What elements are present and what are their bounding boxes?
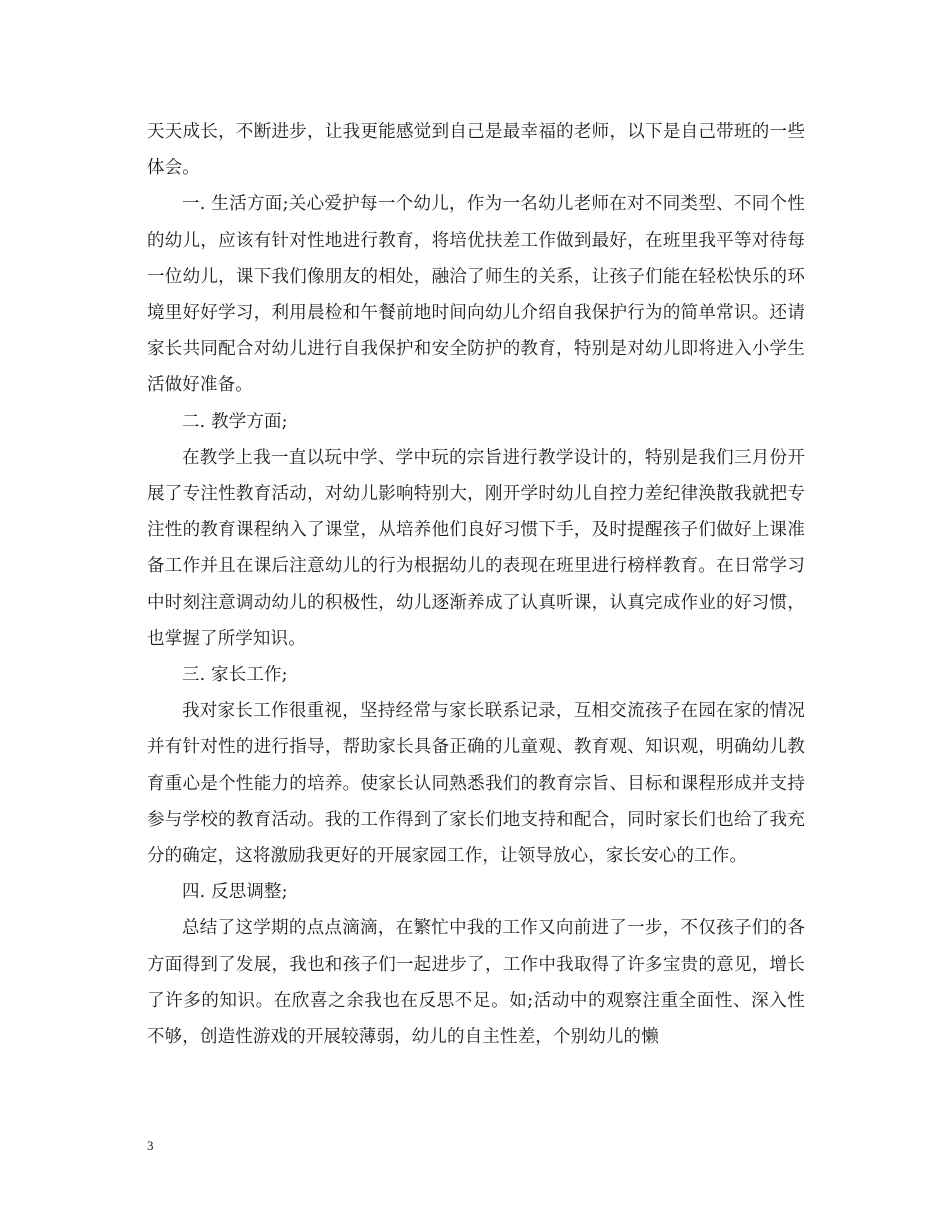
paragraph-intro: 天天成长，不断进步，让我更能感觉到自己是最幸福的老师，以下是自己带班的一些体会。 xyxy=(147,122,805,179)
paragraph-life-aspect: 一. 生活方面;关心爱护每一个幼儿，作为一名幼儿老师在对不同类型、不同个性的幼儿，应该有针对性地进行教育，将培优扶差工作做到最好，在班里我平等对待每一位幼儿，课下我们像朋友的相处，融洽了师生的关系，让孩子们能在轻松快乐的环境里好好学习，利用晨检和午餐前地时间向幼儿介绍自我保护行为的简单常识。还请家长共同配合对幼儿进行自我保护和安全防护的教育，特别是对幼儿即将进入小学生活做好准备。 xyxy=(147,194,805,396)
heading-teaching-aspect: 二. 教学方面; xyxy=(182,411,288,432)
heading-parent-work: 三. 家长工作; xyxy=(182,665,288,686)
paragraph-reflection: 总结了这学期的点点滴滴，在繁忙中我的工作又向前进了一步，不仅孩子们的各方面得到了发展，我也和孩子们一起进步了，工作中我取得了许多宝贵的意见，增长了许多的知识。在欣喜之余我也在反思不足。如;活动中的观察注重全面性、深入性不够，创造性游戏的开展较薄弱，幼儿的自主性差，个别幼儿的懒 xyxy=(147,918,805,1048)
heading-reflection: 四. 反思调整; xyxy=(182,882,288,903)
page-number: 3 xyxy=(147,1138,154,1153)
paragraph-teaching-aspect: 在教学上我一直以玩中学、学中玩的宗旨进行教学设计的，特别是我们三月份开展了专注性教育活动，对幼儿影响特别大，刚开学时幼儿自控力差纪律涣散我就把专注性的教育课程纳入了课堂，从培养他们良好习惯下手，及时提醒孩子们做好上课准备工作并且在课后注意幼儿的行为根据幼儿的表现在班里进行榜样教育。在日常学习中时刻注意调动幼儿的积极性，幼儿逐渐养成了认真听课，认真完成作业的好习惯，也掌握了所学知识。 xyxy=(147,447,805,649)
paragraph-parent-work: 我对家长工作很重视，坚持经常与家长联系记录，互相交流孩子在园在家的情况并有针对性的进行指导，帮助家长具备正确的儿童观、教育观、知识观，明确幼儿教育重心是个性能力的培养。使家长认同熟悉我们的教育宗旨、目标和课程形成并支持参与学校的教育活动。我的工作得到了家长们地支持和配合，同时家长们也给了我充分的确定，这将激励我更好的开展家园工作，让领导放心，家长安心的工作。 xyxy=(147,701,805,867)
document-body xyxy=(147,114,805,1055)
